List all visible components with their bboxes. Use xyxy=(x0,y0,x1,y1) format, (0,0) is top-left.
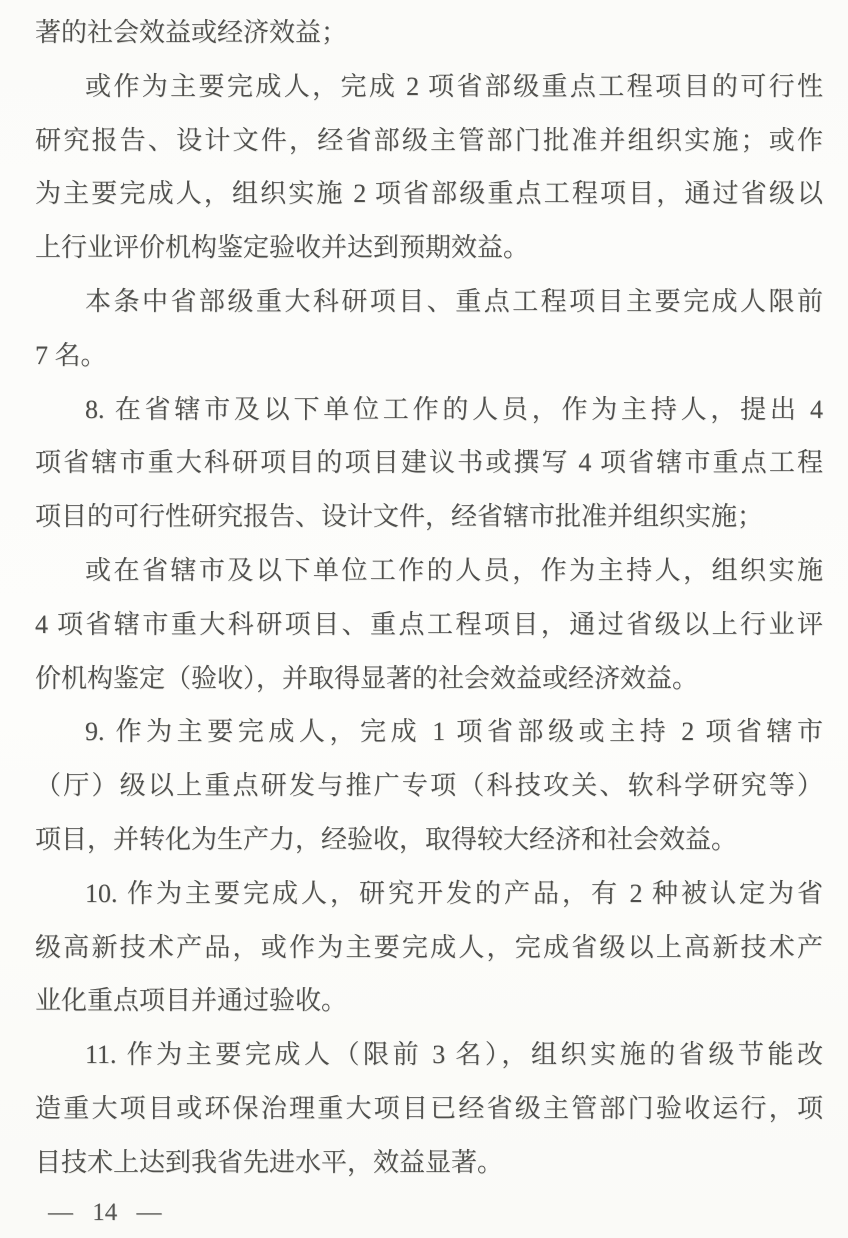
text-line: 研究报告、设计文件，经省部级主管部门批准并组织实施；或作 xyxy=(35,125,823,155)
page-number: — 14 — xyxy=(48,1198,162,1226)
text-line: 项目的可行性研究报告、设计文件，经省辖市批准并组织实施； xyxy=(35,502,764,532)
text-line: 项省辖市重大科研项目的项目建议书或撰写 4 项省辖市重点工程 xyxy=(35,448,823,478)
text-line: 上行业评价机构鉴定验收并达到预期效益。 xyxy=(35,233,530,263)
text-line: 7 名。 xyxy=(35,340,107,370)
text-line: 9. 作为主要完成人，完成 1 项省部级或主持 2 项省辖市 xyxy=(85,717,823,747)
text-line: 价机构鉴定（验收），并取得显著的社会效益或经济效益。 xyxy=(35,663,699,693)
text-line: 级高新技术产品，或作为主要完成人，完成省级以上高新技术产 xyxy=(35,932,823,962)
text-line: 或作为主要完成人，完成 2 项省部级重点工程项目的可行性 xyxy=(85,71,823,101)
text-line: 造重大项目或环保治理重大项目已经省级主管部门验收运行，项 xyxy=(35,1093,823,1123)
document-body xyxy=(35,6,823,1190)
text-line: 目技术上达到我省先进水平，效益显著。 xyxy=(35,1147,504,1177)
text-line: 11. 作为主要完成人（限前 3 名），组织实施的省级节能改 xyxy=(85,1040,823,1070)
text-line: 为主要完成人，组织实施 2 项省部级重点工程项目，通过省级以 xyxy=(35,179,823,209)
text-line: （厅）级以上重点研发与推广专项（科技攻关、软科学研究等） xyxy=(35,771,823,801)
text-line: 或在省辖市及以下单位工作的人员，作为主持人，组织实施 xyxy=(85,555,823,585)
text-line: 项目，并转化为生产力，经验收，取得较大经济和社会效益。 xyxy=(35,824,738,854)
text-line: 8. 在省辖市及以下单位工作的人员，作为主持人，提出 4 xyxy=(85,394,823,424)
text-line: 4 项省辖市重大科研项目、重点工程项目，通过省级以上行业评 xyxy=(35,609,823,639)
text-line: 著的社会效益或经济效益； xyxy=(35,18,348,47)
text-line: 本条中省部级重大科研项目、重点工程项目主要完成人限前 xyxy=(85,286,823,316)
text-line: 10. 作为主要完成人，研究开发的产品，有 2 种被认定为省 xyxy=(85,878,823,908)
text-line: 业化重点项目并通过验收。 xyxy=(35,986,348,1016)
